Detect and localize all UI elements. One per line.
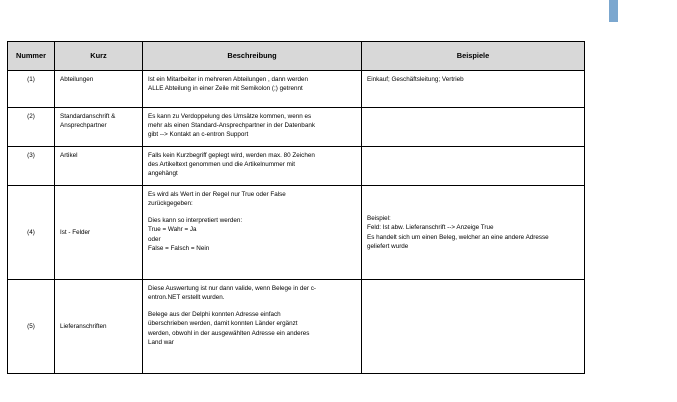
cell-kurz: Abteilungen: [55, 71, 143, 108]
text-line: geliefert wurde: [367, 242, 409, 250]
cell-beispiele: [362, 108, 585, 147]
table-header: [8, 42, 585, 71]
text-line: ALLE Abteilung in einer Zeile mit Semikolon (;) getrennt: [148, 85, 303, 93]
cell-beschreibung: [143, 186, 362, 280]
text-line: Es wird als Wert in der Regel nur True oder False: [148, 191, 286, 198]
text-line: Falls kein Kurzbegriff geplegt wird, werden max. 80 Zeichen: [148, 152, 315, 159]
cell-nummer: (5): [8, 280, 55, 374]
table-row: [8, 280, 585, 374]
text-line: False = Falsch = Nein: [148, 244, 210, 252]
cell-kurz: Lieferanschriften: [55, 280, 143, 374]
cell-beispiele: [362, 186, 585, 280]
cell-beispiele: [362, 280, 585, 374]
text-line: Es kann zu Verdoppelung des Umsätze kommen, wenn es: [148, 113, 312, 120]
text-line: Land war: [148, 338, 174, 346]
text-line: überschrieben werden, damit konnten Länder ergänzt: [148, 320, 298, 328]
table-header-row: [8, 42, 585, 71]
cell-kurz: Standardanschrift & Ansprechpartner: [55, 108, 143, 147]
text-line: gibt --> Kontakt an c-entron Support: [148, 131, 249, 139]
cell-beschreibung: [143, 280, 362, 374]
cell-nummer: (3): [8, 147, 55, 186]
spacer: [148, 302, 356, 310]
text-line: angehängt: [148, 170, 178, 178]
table-body: [8, 71, 585, 374]
cell-beschreibung: [143, 108, 362, 147]
table-row: [8, 108, 585, 147]
cell-kurz: Artikel: [55, 147, 143, 186]
cell-nummer: (4): [8, 186, 55, 280]
column-header-nummer: Nummer: [8, 42, 55, 71]
table-row: [8, 186, 585, 280]
reference-table: [7, 41, 585, 374]
cell-nummer: (2): [8, 108, 55, 147]
column-header-kurz: Kurz: [55, 42, 143, 71]
column-header-beschreibung: Beschreibung: [143, 42, 362, 71]
text-line: entron.NET erstellt wurden.: [148, 294, 225, 302]
text-line: True = Wahr = Ja: [148, 226, 197, 234]
table-row: [8, 147, 585, 186]
text-line: Ist ein Mitarbeiter in mehreren Abteilungen , dann werden: [148, 76, 308, 83]
text-line: mehr als einen Standard-Ansprechpartner in der Datenbank: [148, 122, 315, 130]
text-line: Belege aus der Delphi konnten Adresse einfach: [148, 311, 281, 319]
text-line: Dies kann so interpretiert werden:: [148, 217, 243, 225]
cell-beschreibung: [143, 71, 362, 108]
text-line: Einkauf; Geschäftsleitung; Vertrieb: [367, 76, 464, 83]
text-line: Beispiel:: [367, 215, 391, 223]
scroll-position-marker[interactable]: [609, 0, 618, 22]
text-line: Es handelt sich um einen Beleg, welcher an eine andere Adresse: [367, 233, 549, 241]
text-line: des Artikeltext genommen und die Artikelnummer mit: [148, 161, 295, 169]
cell-beispiele: [362, 71, 585, 108]
column-header-beispiele: Beispiele: [362, 42, 585, 71]
cell-kurz: Ist - Felder: [55, 186, 143, 280]
cell-beispiele: [362, 147, 585, 186]
text-line: zurückgegeben:: [148, 200, 193, 208]
text-line: Feld: Ist abw. Lieferanschrift --> Anzeige True: [367, 224, 494, 232]
cell-nummer: (1): [8, 71, 55, 108]
text-line: oder: [148, 235, 161, 243]
spacer: [148, 208, 356, 216]
table-row: [8, 71, 585, 108]
text-line: Diese Auswertung ist nur dann valide, wenn Belege in der c-: [148, 285, 317, 292]
text-line: werden, obwohl in der ausgewählten Adresse ein anderes: [148, 329, 310, 337]
cell-beschreibung: [143, 147, 362, 186]
